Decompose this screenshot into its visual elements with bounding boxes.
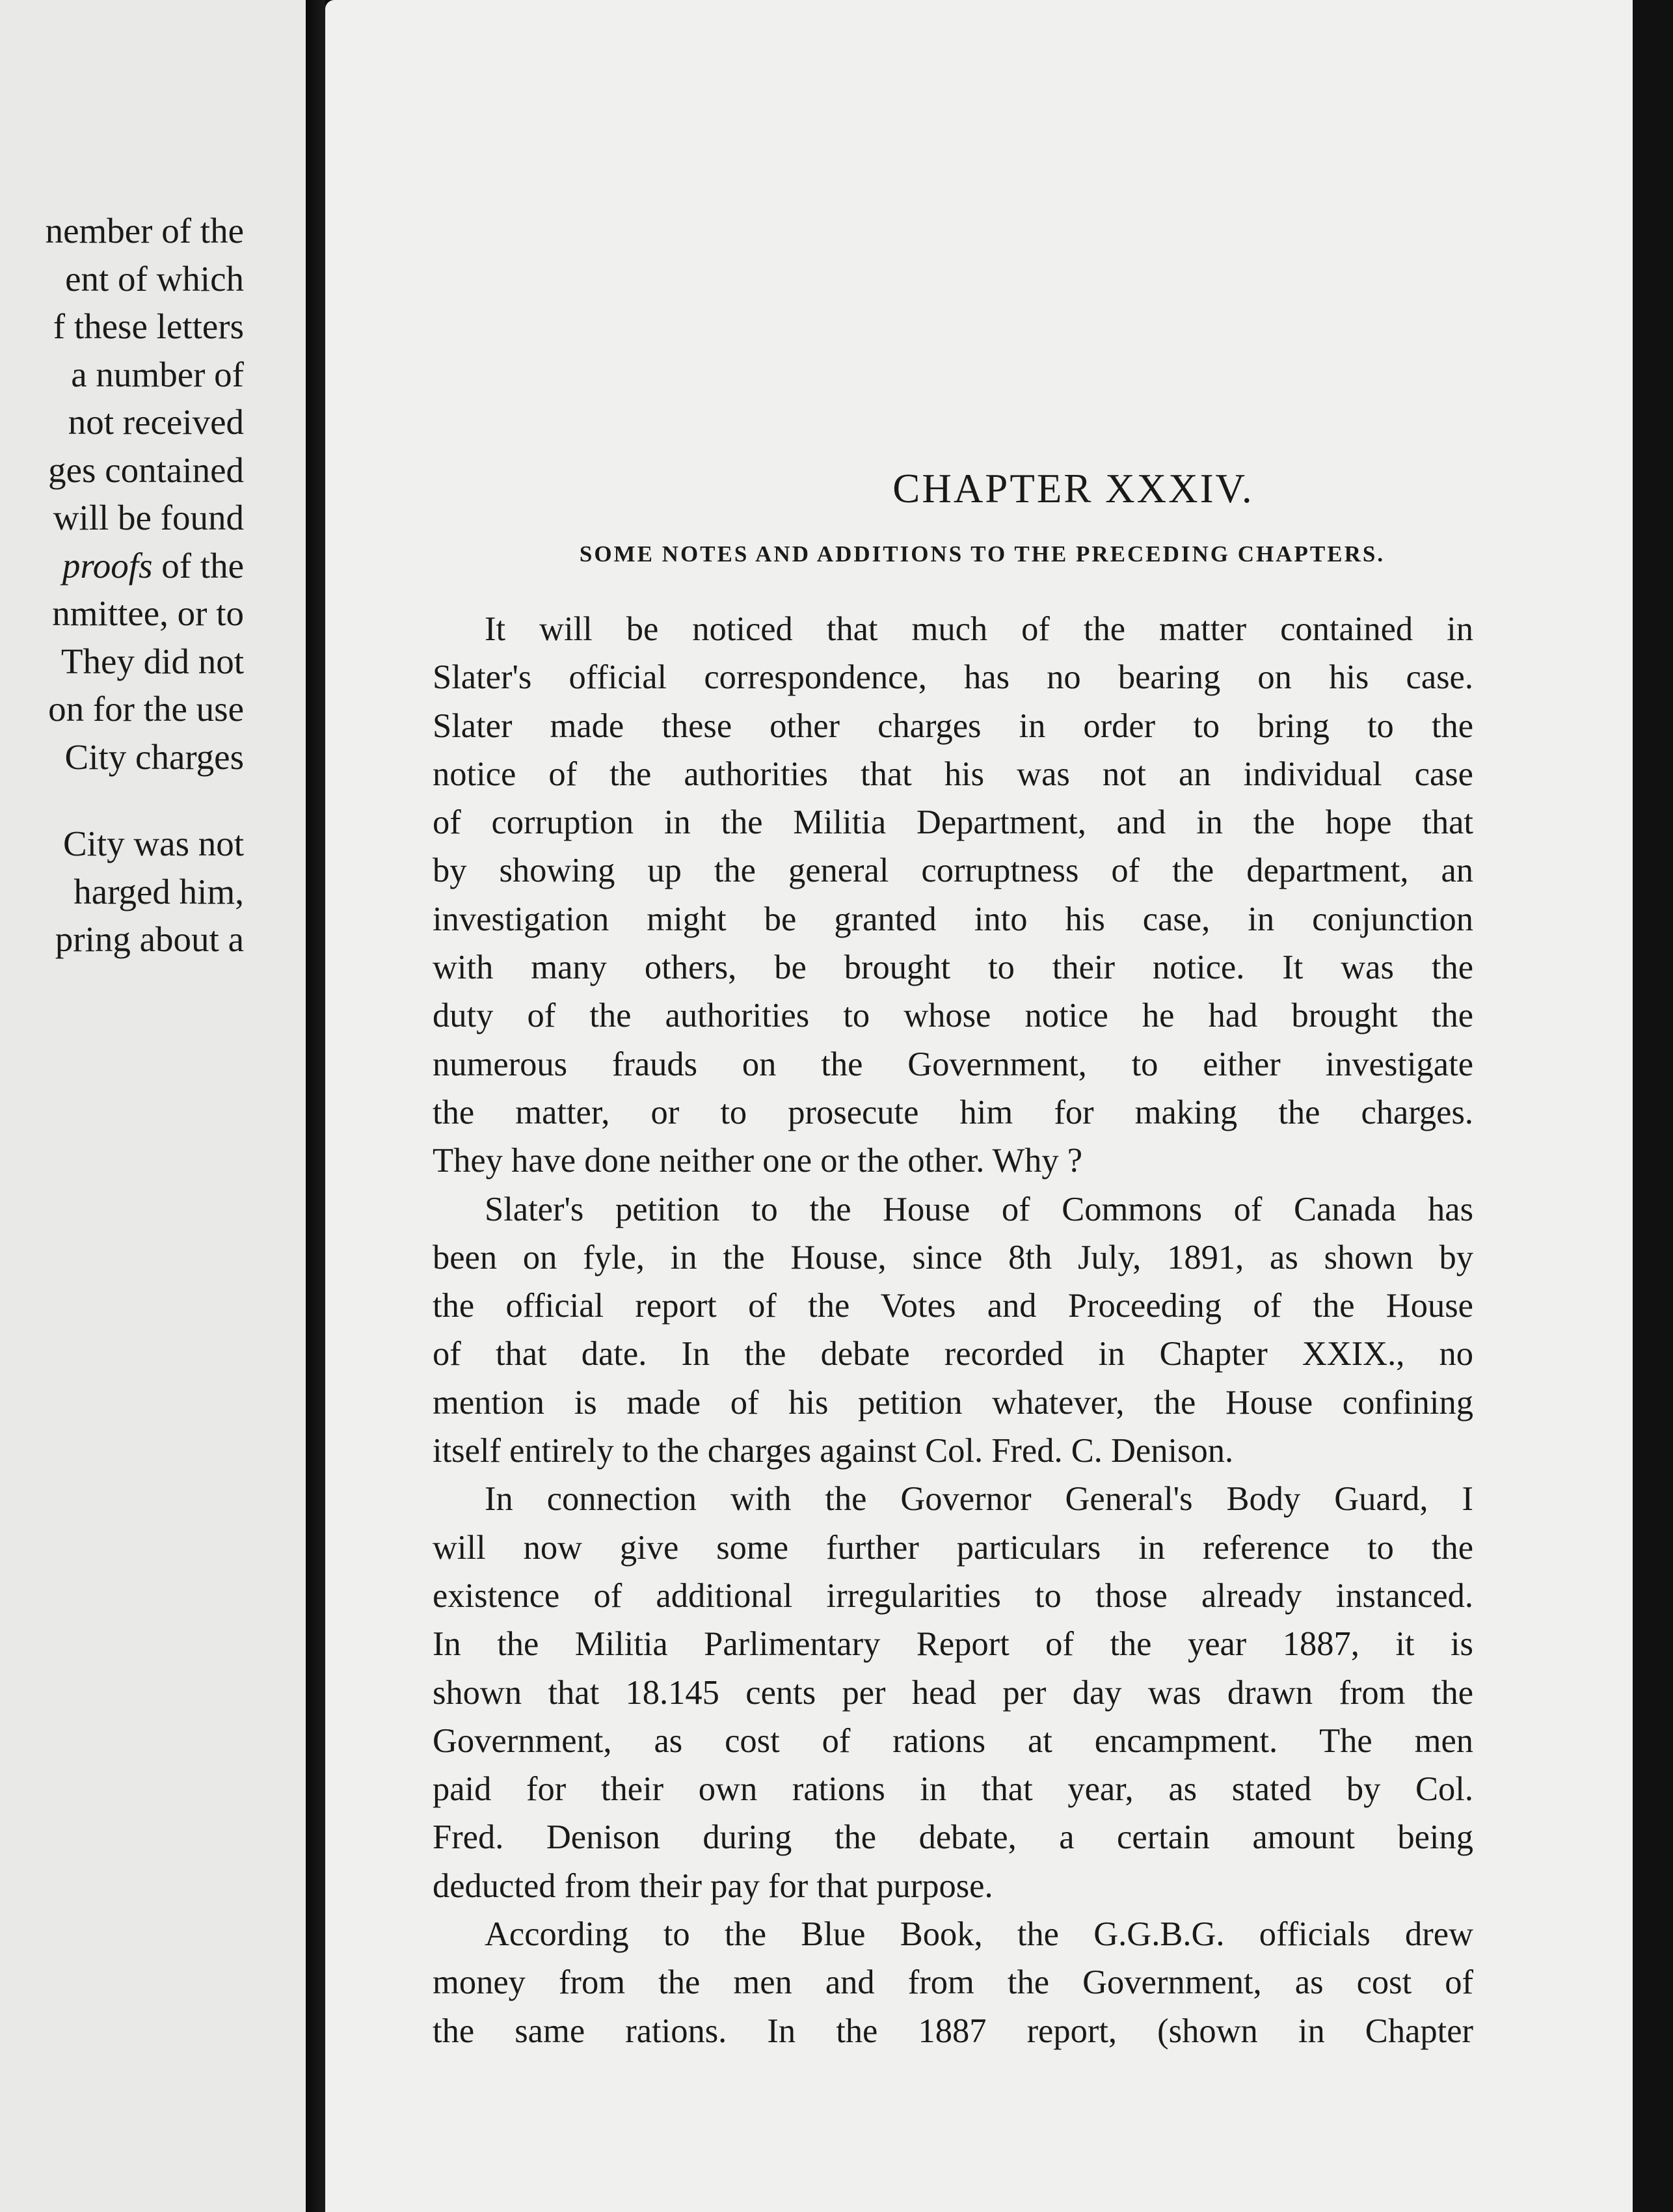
body-line: the same rations. In the 1887 report, (shown in Chapter: [433, 2012, 1473, 2050]
body-line: paid for their own rations in that year, as stated by Col.: [433, 1770, 1473, 1809]
body-line: Government, as cost of rations at encampment. The men: [433, 1721, 1473, 1760]
chapter-subheading: SOME NOTES AND ADDITIONS TO THE PRECEDING CHAPTERS.: [579, 541, 1385, 567]
body-line: notice of the authorities that his was not an individual case: [433, 755, 1473, 793]
body-line: the matter, or to prosecute him for making the charges.: [433, 1093, 1473, 1131]
body-line: of corruption in the Militia Department, and in the hope that: [433, 803, 1473, 842]
body-line: Slater's petition to the House of Commons of Canada has: [485, 1190, 1473, 1228]
body-line: shown that 18.145 cents per head per day was drawn from the: [433, 1673, 1473, 1712]
body-line: In the Militia Parlimentary Report of the year 1887, it is: [433, 1625, 1473, 1664]
chapter-body: [433, 605, 1473, 2055]
previous-page-line: nember of the: [45, 211, 244, 250]
current-page: [325, 0, 1633, 2212]
body-line: will now give some further particulars in reference to the: [433, 1528, 1473, 1567]
book-gutter: [306, 0, 325, 2212]
body-line: duty of the authorities to whose notice he had brought the: [433, 997, 1473, 1035]
previous-page-line: [0, 781, 244, 820]
previous-page-line: on for the use: [48, 689, 244, 729]
chapter-heading: CHAPTER XXXIV.: [892, 466, 1254, 511]
body-line: mention is made of his petition whatever, the House confining: [433, 1383, 1473, 1422]
body-line: According to the Blue Book, the G.G.B.G. officials drew: [485, 1915, 1473, 1954]
body-line: of that date. In the debate recorded in Chapter XXIX., no: [433, 1335, 1473, 1373]
body-line: In connection with the Governor General's Body Guard, I: [485, 1480, 1473, 1518]
body-line: been on fyle, in the House, since 8th July, 1891, as shown by: [433, 1238, 1473, 1276]
previous-page-line: pring about a: [55, 919, 244, 959]
body-line: investigation might be granted into his case, in conjunction: [433, 900, 1473, 938]
previous-page-line: harged him,: [74, 871, 244, 911]
body-line: the official report of the Votes and Proceeding of the House: [433, 1287, 1473, 1325]
previous-page-line: not received: [68, 402, 244, 442]
previous-page-line: City was not: [62, 824, 244, 863]
previous-page-line: proofs of the: [62, 545, 244, 586]
previous-page-line: ges contained: [48, 450, 244, 490]
body-line: Fred. Denison during the debate, a certain amount being: [433, 1818, 1473, 1857]
previous-page-line: nmittee, or to: [52, 593, 244, 633]
body-line: by showing up the general corruptness of the department, an: [433, 852, 1473, 890]
previous-page-line: City charges: [64, 736, 244, 777]
body-line: Slater's official correspondence, has no bearing on his case.: [433, 658, 1473, 697]
body-line: itself entirely to the charges against Col. Fred. C. Denison.: [433, 1432, 1234, 1470]
body-line: money from the men and from the Government, as cost of: [433, 1963, 1473, 2002]
body-line: numerous frauds on the Government, to either investigate: [433, 1045, 1473, 1083]
page-edge-shadow: [1633, 0, 1673, 2212]
body-line: Slater made these other charges in order to bring to the: [433, 707, 1473, 745]
body-line: They have done neither one or the other. Why ?: [433, 1142, 1083, 1180]
body-line: It will be noticed that much of the matter contained in: [485, 610, 1473, 648]
body-line: existence of additional irregularities to those already instanced.: [433, 1576, 1473, 1615]
previous-page-line: f these letters: [53, 306, 244, 346]
previous-page-fragment: [0, 0, 306, 2212]
previous-page-line: ent of which: [65, 258, 244, 299]
previous-page-line: will be found: [53, 498, 244, 537]
body-line: deducted from their pay for that purpose.: [433, 1867, 993, 1905]
previous-page-line: a number of: [71, 354, 244, 394]
previous-page-text: [0, 207, 244, 964]
previous-page-line: They did not: [60, 641, 244, 681]
body-line: with many others, be brought to their notice. It was the: [433, 949, 1473, 987]
